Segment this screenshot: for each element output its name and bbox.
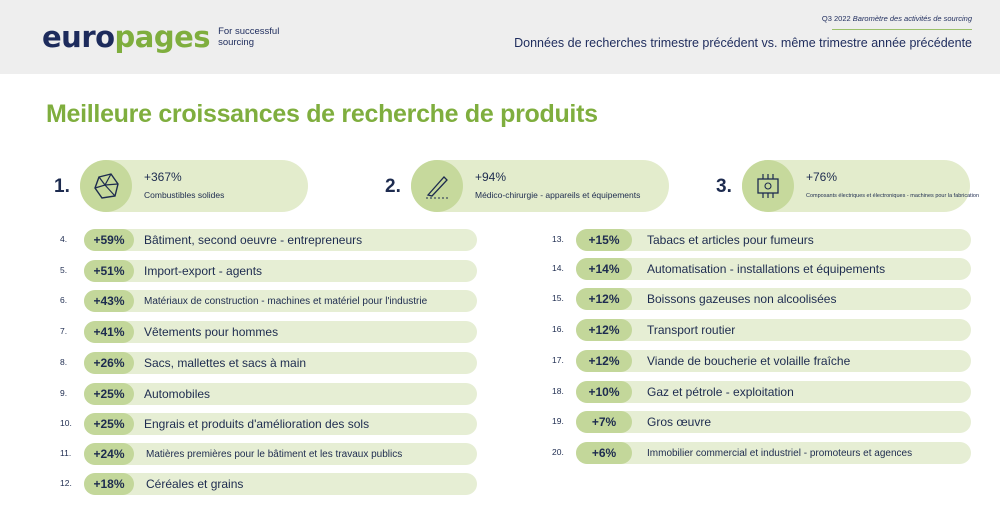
row-label: Vêtements pour hommes <box>144 325 279 339</box>
header-divider <box>832 29 972 30</box>
row-pct: +12% <box>576 288 632 310</box>
row-pct: +41% <box>84 321 134 343</box>
row-pct: +51% <box>84 260 134 282</box>
top-item-1 <box>54 160 314 212</box>
row-pct: +6% <box>576 442 632 464</box>
row-pill <box>84 321 477 343</box>
row-label: Sacs, mallettes et sacs à main <box>144 356 307 370</box>
row-label: Matériaux de construction - machines et matériel pour l'industrie <box>144 296 428 307</box>
row-pill <box>576 319 971 341</box>
logo-tagline-line-2: sourcing <box>218 37 254 48</box>
row-rank: 12. <box>60 478 72 488</box>
row-pct: +24% <box>84 443 134 465</box>
page-title: Meilleure croissances de recherche de produits <box>46 100 598 128</box>
top-item-2 <box>385 160 675 212</box>
top-rank: 2. <box>385 176 401 197</box>
europages-logo[interactable] <box>42 20 288 54</box>
list-item <box>60 473 480 495</box>
row-label: Boissons gazeuses non alcoolisées <box>647 292 837 306</box>
logo-euro-text: euro <box>42 20 115 54</box>
row-rank: 19. <box>552 416 564 426</box>
row-label: Gaz et pétrole - exploitation <box>647 385 794 399</box>
list-item <box>60 383 480 405</box>
row-pill <box>84 260 477 282</box>
top-label: Composants électriques et électroniques - machines pour la fabrication <box>806 193 980 199</box>
row-rank: 9. <box>60 388 68 398</box>
row-rank: 15. <box>552 293 564 303</box>
list-item <box>552 381 972 403</box>
row-pct: +10% <box>576 381 632 403</box>
row-rank: 4. <box>60 234 68 244</box>
row-rank: 14. <box>552 263 564 273</box>
row-rank: 16. <box>552 324 564 334</box>
row-pct: +18% <box>84 473 134 495</box>
list-item <box>60 413 480 435</box>
row-label: Import-export - agents <box>144 264 263 278</box>
top-pct: +367% <box>144 170 182 184</box>
rock-icon <box>80 160 132 212</box>
logo-pages-text: pages <box>114 20 211 54</box>
row-pct: +12% <box>576 319 632 341</box>
row-pct: +7% <box>576 411 632 433</box>
list-item <box>552 319 972 341</box>
row-rank: 18. <box>552 386 564 396</box>
row-label: Automobiles <box>144 387 211 401</box>
barometer-text: Baromètre des activités de sourcing <box>852 14 972 23</box>
row-rank: 13. <box>552 234 564 244</box>
row-rank: 10. <box>60 418 72 428</box>
quarter-label: Q3 2022 <box>821 14 851 23</box>
row-pct: +59% <box>84 229 134 251</box>
list-item <box>60 321 480 343</box>
row-pct: +25% <box>84 383 134 405</box>
header-subtitle: Données de recherches trimestre précédent vs. même trimestre année précédente <box>514 36 972 50</box>
top-rank: 3. <box>716 176 732 197</box>
list-item <box>552 258 972 280</box>
row-label: Viande de boucherie et volaille fraîche <box>647 354 851 368</box>
row-rank: 5. <box>60 265 68 275</box>
row-rank: 11. <box>60 448 72 458</box>
list-item <box>60 443 480 465</box>
row-pill <box>576 411 971 433</box>
row-pct: +15% <box>576 229 632 251</box>
list-item <box>552 229 972 251</box>
list-item <box>552 442 972 464</box>
list-item <box>552 350 972 372</box>
logo-tagline <box>218 26 288 48</box>
row-pill <box>84 383 477 405</box>
row-label: Céréales et grains <box>146 477 244 491</box>
top-label: Combustibles solides <box>144 190 225 200</box>
row-pct: +43% <box>84 290 134 312</box>
list-item <box>552 411 972 433</box>
list-item <box>552 288 972 310</box>
top-label: Médico-chirurgie - appareils et équipements <box>475 190 641 200</box>
list-item <box>60 260 480 282</box>
row-label: Automatisation - installations et équipements <box>647 262 886 276</box>
row-rank: 20. <box>552 447 564 457</box>
row-label: Matières premières pour le bâtiment et les travaux publics <box>146 449 403 460</box>
row-label: Bâtiment, second oeuvre - entrepreneurs <box>144 233 363 247</box>
row-rank: 8. <box>60 357 68 367</box>
top-rank: 1. <box>54 176 70 197</box>
list-item <box>60 229 480 251</box>
page-header <box>0 0 1000 74</box>
row-pct: +25% <box>84 413 134 435</box>
row-rank: 6. <box>60 295 68 305</box>
row-label: Transport routier <box>647 323 736 337</box>
row-rank: 17. <box>552 355 564 365</box>
top-item-3 <box>716 160 980 212</box>
top-pct: +94% <box>475 170 507 184</box>
row-pct: +26% <box>84 352 134 374</box>
top-pct: +76% <box>806 170 838 184</box>
row-label: Immobilier commercial et industriel - promoteurs et agences <box>647 448 913 459</box>
logo-tagline-line-1: For successful <box>218 26 280 37</box>
list-item <box>60 352 480 374</box>
row-label: Engrais et produits d'amélioration des sols <box>144 417 370 431</box>
row-rank: 7. <box>60 326 68 336</box>
row-pill <box>84 473 477 495</box>
row-label: Tabacs et articles pour fumeurs <box>647 233 814 247</box>
barometer-label <box>822 14 972 23</box>
row-pct: +12% <box>576 350 632 372</box>
row-label: Gros œuvre <box>647 415 712 429</box>
list-item <box>60 290 480 312</box>
scalpel-icon <box>411 160 463 212</box>
circuit-icon <box>742 160 794 212</box>
row-pct: +14% <box>576 258 632 280</box>
